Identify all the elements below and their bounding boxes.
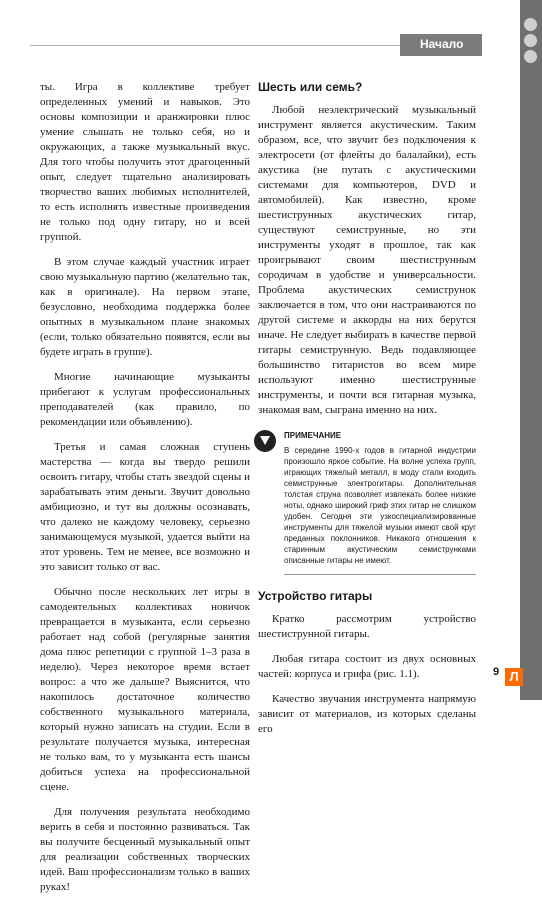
paragraph: Третья и самая сложная ступень мастерства — когда вы твердо решили освоить гитару, чтобы стать звездой сцены и зарабатывать этим деньги. Звучит довольно амбициозно, и тут вы должны осознавать, что далеко не каждому человеку, серьезно занимающемуся музыкой, удается выйти на этот уровень. Тем не менее, все возможно и это зависит только от вас. (40, 441, 250, 573)
right-column (258, 80, 476, 747)
paragraph: Обычно после нескольких лет игры в самодеятельных коллективах новичок превращается в музыканта, если серьезно работает над собой (регулярные занятия дома плюс репетиции с группой 1–3 раза в неделю). Через некоторое время встает вопрос: а что же дальше? Выяснится, что накопилось достаточное количество собственного музыкального материала, который нужно записать на студии. Если в результате получается музыка, интересная не только вам, то у музыканта есть шансы добиться успеха на профессиональной сцене. (40, 586, 250, 793)
watermark-logo-icon: Л (505, 668, 523, 686)
page-number: 9 (493, 666, 500, 678)
paragraph: В этом случае каждый участник играет свою музыкальную партию (желательно так, как в оригинале). На первом этапе, безусловно, необходима поддержка более опытных в музыкальном плане знакомых (если, только обязательно появятся, если вы будете играть в группе). (40, 256, 250, 358)
note-box (258, 430, 476, 575)
note-body: В середине 1990-х годов в гитарной индустрии произошло яркое событие. На волне успеха групп, играющих тяжелый металл, в моду стали входить семиструнные электрогитары. Дополнительная толстая струна позволяет извлекать более низкие ноты, однако широкий гриф этих гитар не слишком удобен. Сегодня эти узкоспециализированные инструменты для тяжелой музыки имеют свой круг преданных поклонников. Никакого отношения к старинным акустическим семиструнками описанные гитары не имеют. (284, 446, 476, 565)
paragraph: Качество звучания инструмента напрямую зависит от материалов, из которых сделаны его (258, 693, 476, 735)
section-heading: Шесть или семь? (258, 80, 363, 94)
edge-dot (524, 34, 537, 47)
paragraph: Любой неэлектрический музыкальный инструмент является акустическим. Таким образом, все, что звучит без подключения к электросети (от флейты до балалайки), есть акустика (не путать с акустическими системами для компьютеров, DVD и автомобилей). Как известно, кроме шестиструнных акустических гитар, существуют семиструнные, но эти инструменты уходят в прошлое, так как проигрывают своим шестиструнным сородичам в удобстве и универсальности. Проблема акустических семиструнок заключается в том, что они настраиваются по другой системе и аккорды на них берутся иначе. Не следует выбирать в качестве первой гитары семиструнную. Ведь подавляющее большинство гитаристов во всем мире используют именно шестиструнные инструменты, и почти вся гитарная музыка, знакомая вам, сыграна именно на них. (258, 104, 476, 416)
paragraph: Многие начинающие музыканты прибегают к услугам профессиональных преподавателей (как правило, по рекомендации или объявлению). (40, 371, 250, 428)
edge-dots (523, 18, 539, 66)
edge-dot (524, 50, 537, 63)
running-header (0, 30, 542, 60)
section-heading: Устройство гитары (258, 589, 373, 603)
note-divider (284, 574, 476, 575)
note-icon (254, 430, 276, 452)
note-title: ПРИМЕЧАНИЕ (284, 431, 342, 440)
left-column (40, 80, 250, 905)
paragraph: Любая гитара состоит из двух основных частей: корпуса и грифа (рис. 1.1). (258, 653, 476, 680)
paragraph: Для получения результата необходимо верить в себя и постоянно развиваться. Так вы получите бесценный музыкальный опыт для реализации собственных творческих идей. Ваш профессионализм только в ваших руках! (40, 806, 250, 893)
edge-strip (520, 0, 542, 700)
edge-dot (524, 18, 537, 31)
paragraph: Кратко рассмотрим устройство шестиструнной гитары. (258, 613, 476, 640)
header-title: Начало (420, 37, 464, 51)
paragraph: ты. Игра в коллективе требует определенных умений и навыков. Это основы композиции и аранжировки плюс умение слышать не только себя, но и окружающих, а также музыкальный вкус. Для того чтобы получить этот драгоценный опыт, следует тщательно анализировать творчество ваших любимых исполнителей, то есть исполнять известные произведения не только под одну гитару, но и всей группой. (40, 81, 250, 243)
